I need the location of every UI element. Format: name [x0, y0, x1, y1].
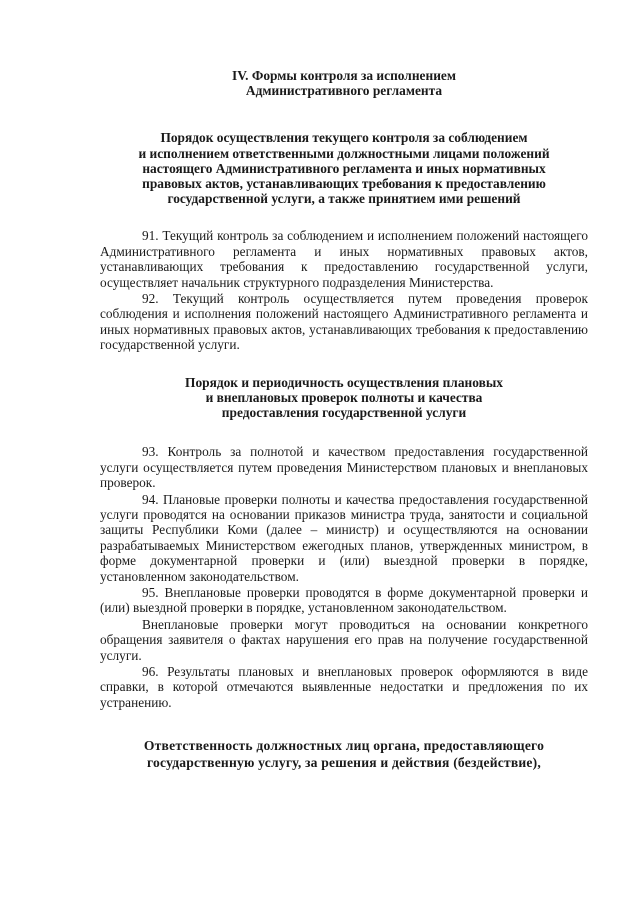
paragraph-96: 96. Результаты плановых и внеплановых проверок оформляются в виде справки, в которой отмечаются выявленные недостатки и предложения по их устранению.	[100, 663, 588, 710]
subsection-heading-responsibility	[100, 738, 588, 771]
heading-line: и исполнением ответственными должностными лицами положений	[138, 145, 550, 161]
paragraph-94: 94. Плановые проверки полноты и качества предоставления государственной услуги проводятся на основании приказов министра труда, занятости и социальной защиты Республики Коми (далее – министр) и осуществляются на основании разрабатываемых Министерством ежегодных планов, утвержденных министром, в форме документарной проверки и (или) выездной проверки в порядке, установленном законодательством.	[100, 491, 588, 584]
subsection-heading-inspections	[100, 375, 588, 421]
subsection-heading-current-control	[100, 130, 588, 206]
heading-line: государственную услугу, за решения и действия (бездействие),	[146, 754, 541, 770]
paragraph-91: 91. Текущий контроль за соблюдением и исполнением положений настоящего Административного регламента и иных нормативных правовых актов, устанавливающих требования к предоставлению государственной услуги, осуществляет начальник структурного подразделения Министерства.	[100, 228, 588, 290]
heading-line: предоставления государственной услуги	[221, 405, 467, 421]
heading-line: государственной услуги, а также принятием ими решений	[167, 191, 521, 207]
paragraph-95: 95. Внеплановые проверки проводятся в форме документарной проверки и (или) выездной проверки в порядке, установленном законодательством.	[100, 584, 588, 616]
document-page	[100, 68, 588, 771]
section-title	[100, 68, 588, 98]
heading-line: Ответственность должностных лиц органа, предоставляющего	[143, 738, 545, 754]
heading-line: правовых актов, устанавливающих требования к предоставлению	[142, 176, 546, 192]
heading-line: настоящего Административного регламента и иных нормативных	[142, 160, 546, 176]
paragraph-95-extra: Внеплановые проверки могут проводиться на основании конкретного обращения заявителя о фактах нарушения его прав на получение государственной услуги.	[100, 616, 588, 663]
section-title-line2: Административного регламента	[245, 83, 443, 99]
heading-line: и внеплановых проверок полноты и качества	[205, 389, 483, 405]
heading-line: Порядок и периодичность осуществления плановых	[185, 374, 503, 390]
paragraph-92: 92. Текущий контроль осуществляется путем проведения проверок соблюдения и исполнения положений настоящего Административного регламента и иных нормативных правовых актов, устанавливающих требования к предоставлению государственной услуги.	[100, 291, 588, 353]
section-title-line1: IV. Формы контроля за исполнением	[232, 68, 456, 83]
paragraph-93: 93. Контроль за полнотой и качеством предоставления государственной услуги осуществляется путем проведения Министерством плановых и внеплановых проверок.	[100, 444, 588, 491]
heading-line: Порядок осуществления текущего контроля за соблюдением	[160, 130, 528, 146]
